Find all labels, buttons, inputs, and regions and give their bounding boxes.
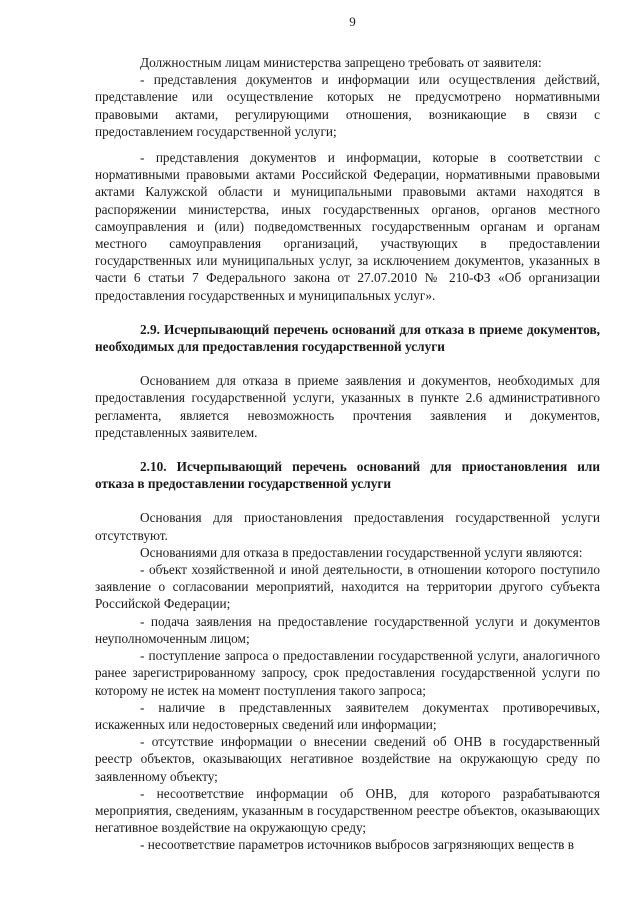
list-item-refusal-7: - несоответствие параметров источников выбросов загрязняющих веществ в [140,837,575,853]
paragraph-refusal-grounds-intro: Основаниями для отказа в предоставлении государственной услуги являются: [140,544,583,560]
list-item-refusal-6: - несоответствие информации об ОНВ, для которого разрабатываются мероприятия, сведениям, указанным в государственном реестре объектов, оказывающих негативное воздействие на окружающую среду; [95,785,600,836]
paragraph-refusal-reception: Основанием для отказа в приеме заявления и документов, необходимых для предоставления государственной услуги, указанных в пункте 2.6 административного регламента, является невозможность прочтения заявления и документов, представленных заявителем. [95,373,600,440]
list-item-prohibition-2: - представления документов и информации, которые в соответствии с нормативными правовыми актами Российской Федерации, нормативными правовыми актами Калужской области и муниципальными правовыми актами находятся в распоряжении министерства, иных государственных органов, органов местного самоуправления и (или) подведомственных государственным органам и органам местного самоуправления организаций, участвующих в предоставлении государственных или муниципальных услуг, за исключением документов, указанных в части 6 статьи 7 Федерального закона от 27.07.2010 № 210-ФЗ «Об организации предоставления государственных и муниципальных услуг». [95,150,600,303]
list-item-refusal-3: - поступление запроса о предоставлении государственной услуги, аналогичного ранее зарегистрированному запросу, срок предоставления государственной услуги по которому не истек на момент поступления такого запроса; [95,648,600,698]
section-heading-2-9: 2.9. Исчерпывающий перечень оснований для отказа в приеме документов, необходимых для предоставления государственной услуги [95,321,600,355]
paragraph-suspension-grounds: Основания для приостановления предоставления государственной услуги отсутствуют. [95,510,600,543]
list-item-refusal-1: - объект хозяйственной и иной деятельности, в отношении которого поступило заявление о согласовании мероприятий, находится на территории другого субъекта Российской Федерации; [95,562,600,612]
paragraph-prohibition-intro: Должностным лицам министерства запрещено требовать от заявителя: [140,55,542,70]
page-number: 9 [349,14,356,29]
list-item-prohibition-1: - представления документов и информации или осуществления действий, представление или осуществление которых не предусмотрено нормативными правовыми актами, регулирующими отношения, возникающие в связи с предоставлением государственной услуги; [95,72,600,139]
list-item-refusal-5: - отсутствие информации о внесении сведений об ОНВ в государственный реестр объектов, оказывающих негативное воздействие на окружающую среду по заявленному объекту; [95,734,600,784]
list-item-refusal-4: - наличие в представленных заявителем документах противоречивых, искаженных или недостоверных сведений или информации; [95,699,600,732]
list-item-refusal-2: - подача заявления на предоставление государственной услуги и документов неуполномоченным лицом; [95,613,600,646]
section-heading-2-10: 2.10. Исчерпывающий перечень оснований для приостановления или отказа в предоставлении государственной услуги [95,459,600,492]
